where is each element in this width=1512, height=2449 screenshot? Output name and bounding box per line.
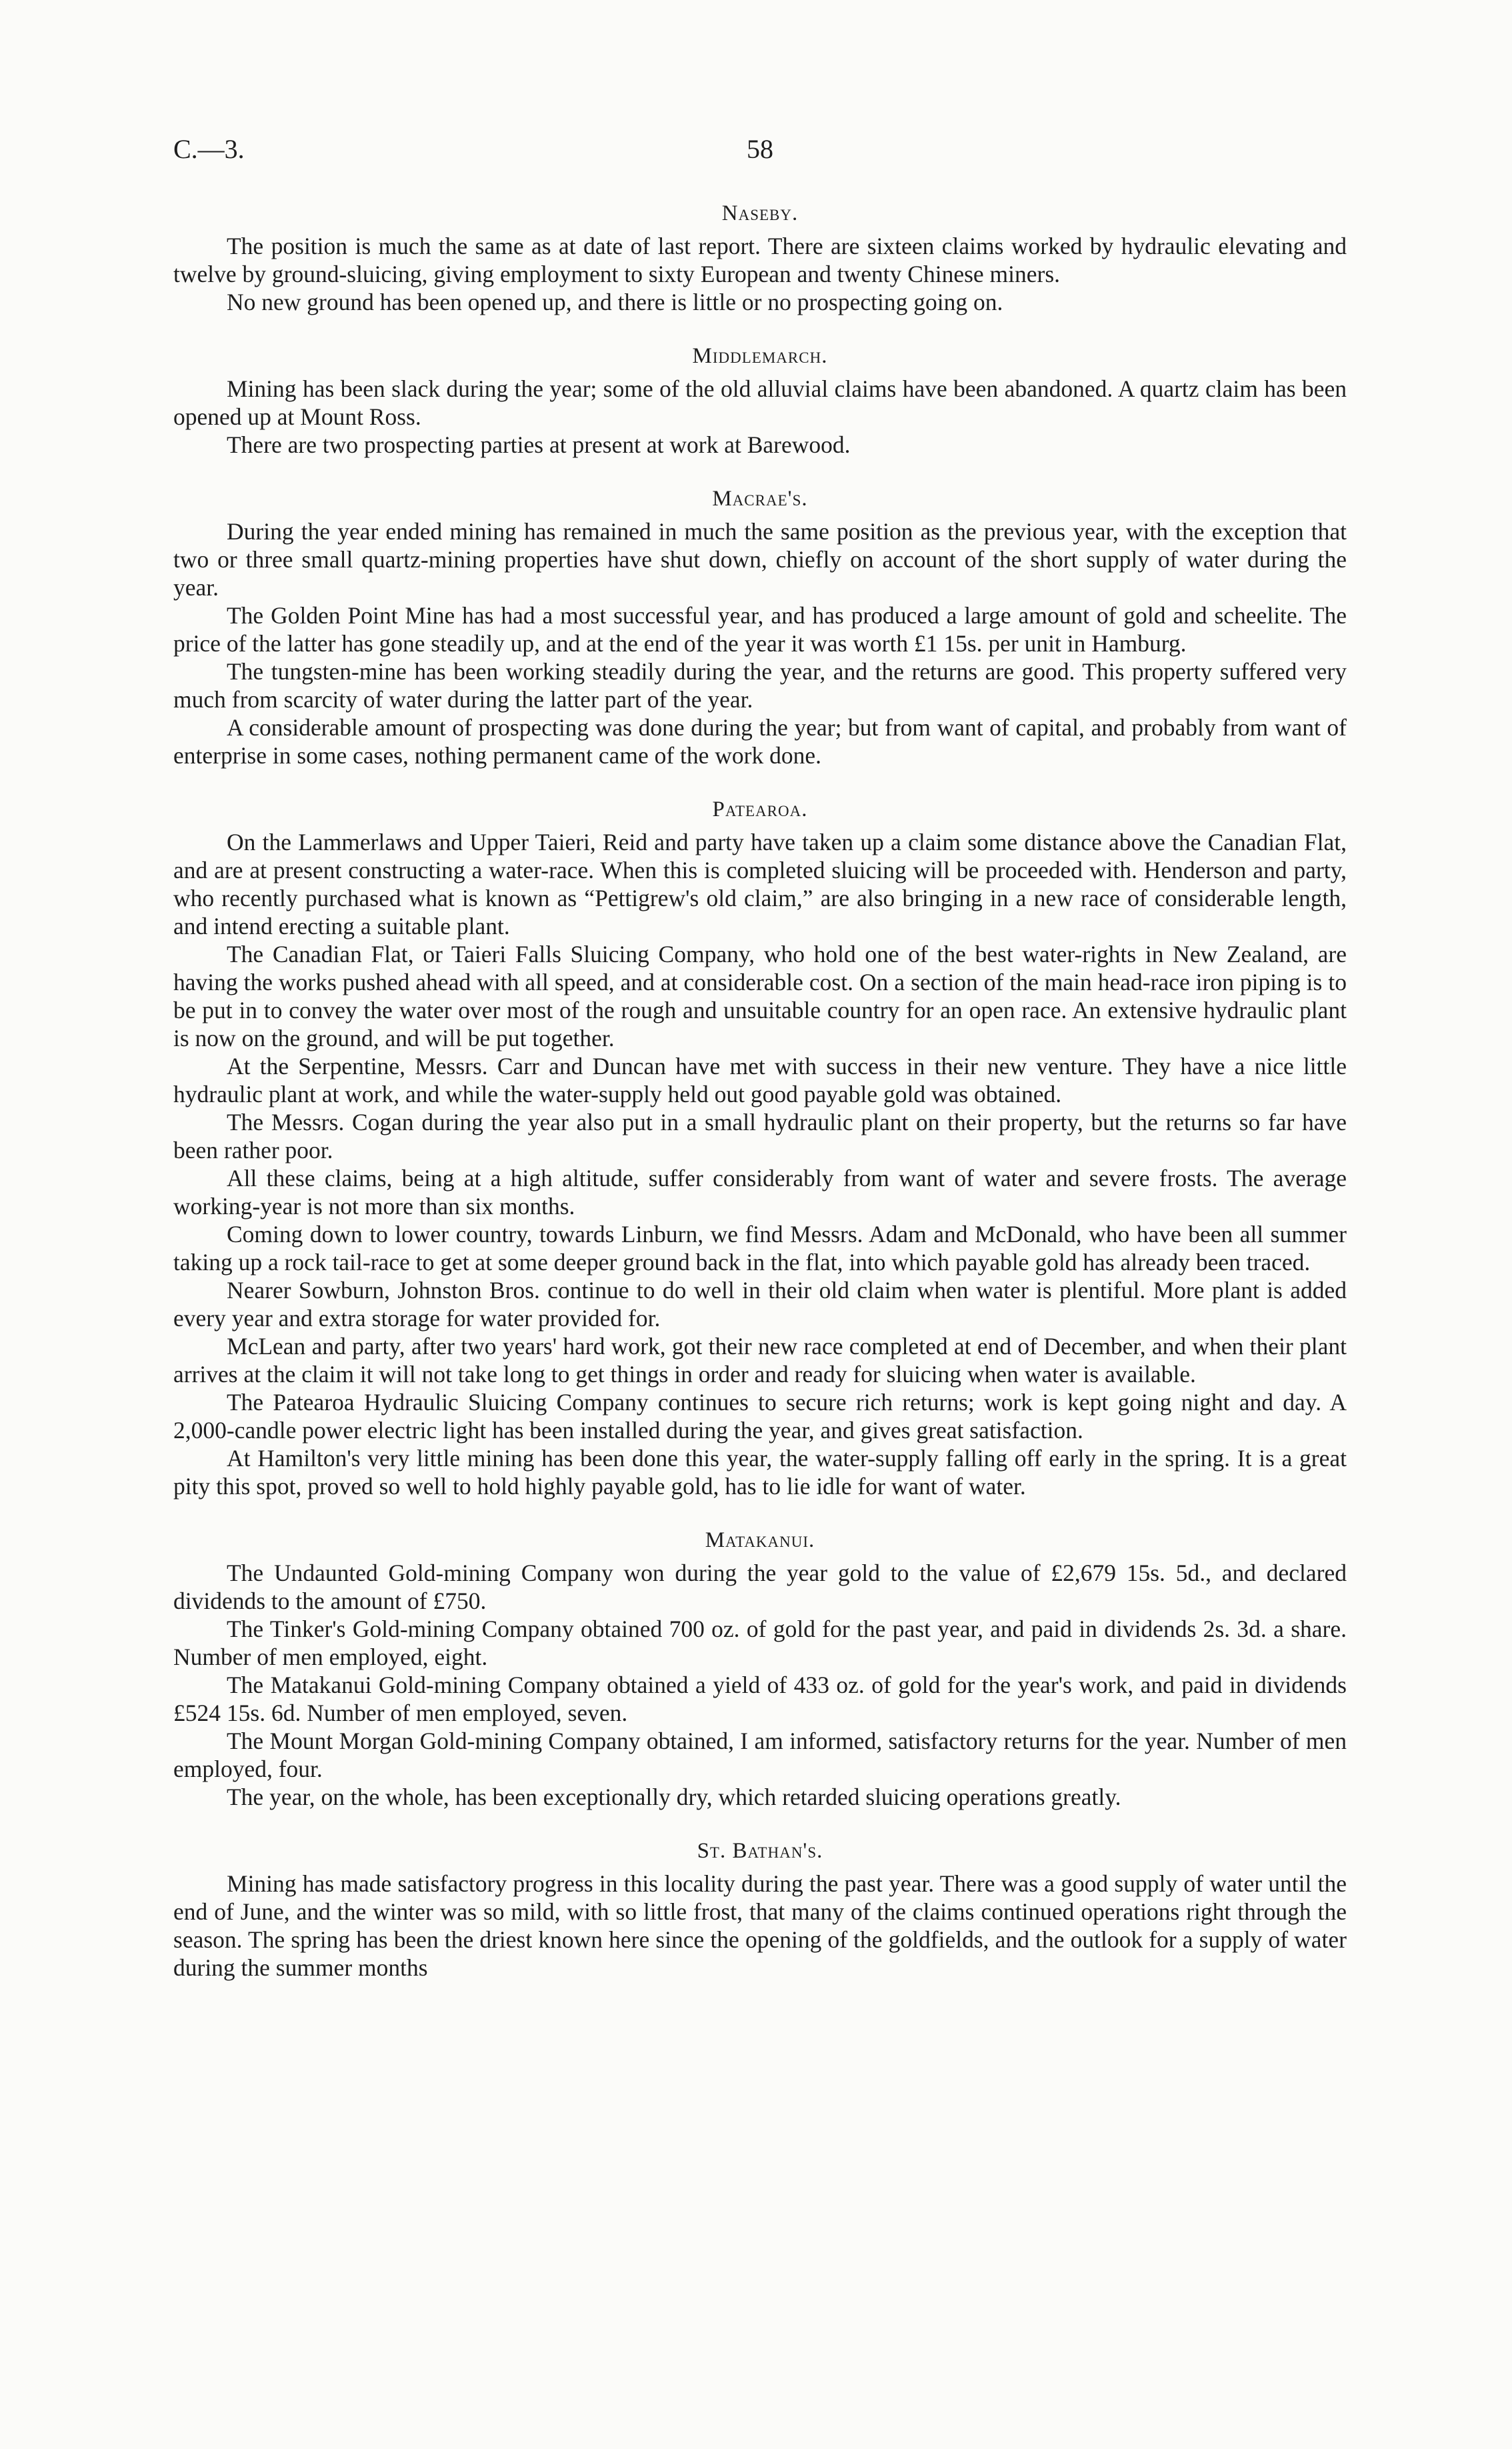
paragraph: The position is much the same as at date of last report. There are sixteen claims worked by hydraulic elevating and twelve by ground-sluicing, giving employment to sixty European and twenty Chinese miners.: [173, 233, 1347, 287]
paragraph: The Mount Morgan Gold-mining Company obtained, I am informed, satisfactory returns for the year. Number of men employed, four.: [173, 1728, 1347, 1782]
paragraph: All these claims, being at a high altitude, suffer considerably from want of water and severe frosts. The average working-year is not more than six months.: [173, 1165, 1347, 1219]
section-heading: Middlemarch.: [692, 344, 828, 368]
report-reference: C.—3.: [173, 134, 245, 164]
paragraph: The Messrs. Cogan during the year also put in a small hydraulic plant on their property, but the returns so far have been rather poor.: [173, 1109, 1347, 1163]
paragraph: The Matakanui Gold-mining Company obtained a yield of 433 oz. of gold for the year's work, and paid in dividends £524 15s. 6d. Number of men employed, seven.: [173, 1672, 1347, 1726]
section-naseby: [173, 200, 1347, 316]
paragraph: On the Lammerlaws and Upper Taieri, Reid and party have taken up a claim some distance above the Canadian Flat, and are at present constructing a water-race. When this is completed sluicing will be proceeded with. Henderson and party, who recently purchased what is known as “Pettigrew's old claim,” are also bringing in a new race of considerable length, and intend erecting a suitable plant.: [173, 829, 1347, 939]
paragraph: Nearer Sowburn, Johnston Bros. continue to do well in their old claim when water is plentiful. More plant is added every year and extra storage for water provided for.: [173, 1277, 1347, 1332]
page-number: 58: [747, 134, 773, 164]
section-patearoa: [173, 796, 1347, 1500]
paragraph: No new ground has been opened up, and there is little or no prospecting going on.: [227, 289, 1003, 315]
paragraph: The Golden Point Mine has had a most successful year, and has produced a large amount of gold and scheelite. The price of the latter has gone steadily up, and at the end of the year it was worth £1 15s. per unit in Hamburg.: [173, 602, 1347, 657]
paragraph: Coming down to lower country, towards Linburn, we find Messrs. Adam and McDonald, who have been all summer taking up a rock tail-race to get at some deeper ground back in the flat, into which payable gold has already been traced.: [173, 1221, 1347, 1276]
paragraph: The year, on the whole, has been exceptionally dry, which retarded sluicing operations greatly.: [227, 1784, 1121, 1810]
paragraph: Mining has made satisfactory progress in this locality during the past year. There was a good supply of water until the end of June, and the winter was so mild, with so little frost, that many of the claims continued operations right through the season. The spring has been the driest known here since the opening of the goldfields, and the outlook for a supply of water during the summer months: [173, 1870, 1347, 1981]
paragraph: The Undaunted Gold-mining Company won during the year gold to the value of £2,679 15s. 5d., and declared dividends to the amount of £750.: [173, 1560, 1347, 1614]
paragraph: McLean and party, after two years' hard work, got their new race completed at end of December, and when their plant arrives at the claim it will not take long to get things in order and ready for sluicing when water is available.: [173, 1333, 1347, 1388]
page-body: [173, 200, 1347, 2008]
paragraph: At Hamilton's very little mining has been done this year, the water-supply falling off early in the spring. It is a great pity this spot, proved so well to hold highly payable gold, has to lie idle for want of water.: [173, 1445, 1347, 1500]
paragraph: The Canadian Flat, or Taieri Falls Sluicing Company, who hold one of the best water-rights in New Zealand, are having the works pushed ahead with all speed, and at considerable cost. On a section of the main head-race iron piping is to be put in to convey the water over most of the rough and unsuitable country for an open race. An extensive hydraulic plant is now on the ground, and will be put together.: [173, 941, 1347, 1051]
section-heading: Naseby.: [721, 201, 799, 225]
section-st-bathans: [173, 1838, 1347, 1982]
paragraph: During the year ended mining has remained in much the same position as the previous year, with the exception that two or three small quartz-mining properties have shut down, chiefly on account of the short supply of water during the year.: [173, 518, 1347, 601]
section-heading: St. Bathan's.: [697, 1839, 823, 1863]
section-middlemarch: [173, 343, 1347, 459]
paragraph: There are two prospecting parties at present at work at Barewood.: [227, 431, 851, 458]
page-header: [173, 133, 1347, 173]
section-heading: Patearoa.: [712, 797, 808, 821]
section-heading: Matakanui.: [705, 1528, 815, 1552]
section-matakanui: [173, 1527, 1347, 1811]
paragraph: Mining has been slack during the year; some of the old alluvial claims have been abandoned. A quartz claim has been opened up at Mount Ross.: [173, 375, 1347, 430]
section-macraes: [173, 485, 1347, 769]
paragraph: At the Serpentine, Messrs. Carr and Duncan have met with success in their new venture. They have a nice little hydraulic plant at work, and while the water-supply held out good payable gold was obtained.: [173, 1053, 1347, 1107]
paragraph: The Patearoa Hydraulic Sluicing Company continues to secure rich returns; work is kept going night and day. A 2,000-candle power electric light has been installed during the year, and gives great satisfaction.: [173, 1389, 1347, 1444]
paragraph: The tungsten-mine has been working steadily during the year, and the returns are good. This property suffered very much from scarcity of water during the latter part of the year.: [173, 658, 1347, 713]
paragraph: A considerable amount of prospecting was done during the year; but from want of capital, and probably from want of enterprise in some cases, nothing permanent came of the work done.: [173, 714, 1347, 769]
section-heading: Macrae's.: [712, 487, 808, 511]
paragraph: The Tinker's Gold-mining Company obtained 700 oz. of gold for the past year, and paid in dividends 2s. 3d. a share. Number of men employed, eight.: [173, 1616, 1347, 1670]
